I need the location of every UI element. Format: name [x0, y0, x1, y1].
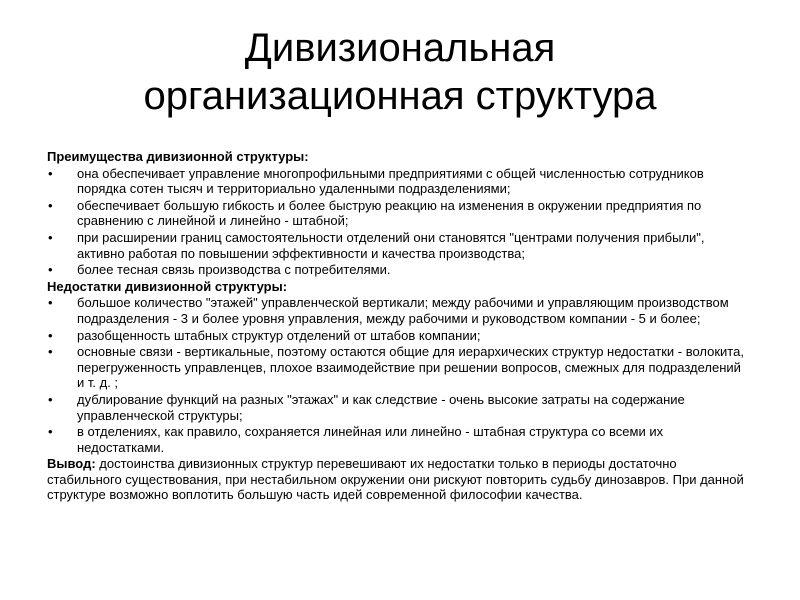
advantages-list: [47, 166, 747, 278]
list-item: [47, 198, 747, 229]
slide-title: [0, 24, 800, 120]
advantages-heading: Преимущества дивизионной структуры:: [47, 149, 309, 164]
list-item-text: большое количество "этажей" управленческой вертикали; между рабочими и управляющим производством подразделения - 3 и более уровня управления, между рабочими и руководством компании - 5 и более;: [77, 295, 729, 326]
bullet-icon: •: [48, 229, 53, 245]
bullet-icon: •: [48, 327, 53, 343]
bullet-icon: •: [48, 391, 53, 407]
list-item: [47, 424, 747, 455]
bullet-icon: •: [48, 295, 53, 311]
list-item-text: разобщенность штабных структур отделений от штабов компании;: [77, 327, 481, 343]
list-item-text: она обеспечивает управление многопрофильными предприятиями с общей численностью сотрудников порядка сотен тысяч и территориально удаленными подразделениями;: [77, 165, 704, 197]
slide-body: [47, 149, 747, 503]
list-item-text: при расширении границ самостоятельности отделений они становятся "центрами получения прибыли", активно работая по повышении эффективности и качества производства;: [77, 229, 705, 261]
bullet-icon: •: [48, 344, 53, 360]
conclusion-paragraph: [47, 456, 747, 503]
bullet-icon: •: [48, 165, 53, 181]
list-item: [47, 328, 747, 344]
conclusion-text: достоинства дивизионных структур перевешивают их недостатки только в периоды достаточно стабильного существования, при нестабильном окружении они рискуют повторить судьбу динозавров. При данной структуре возможно воплотить большую часть идей современной философии качества.: [47, 456, 744, 503]
bullet-icon: •: [48, 197, 53, 213]
list-item-text: в отделениях, как правило, сохраняется линейная или линейно - штабная структура со всеми их недостатками.: [77, 424, 664, 455]
list-item: [47, 392, 747, 423]
list-item: [47, 262, 747, 278]
slide-title-line-2: организационная структура: [143, 74, 657, 118]
disadvantages-heading: Недостатки дивизионной структуры:: [47, 278, 288, 294]
list-item: [47, 344, 747, 391]
list-item-text: более тесная связь производства с потребителями.: [77, 262, 391, 278]
slide-title-line-1: Дивизиональная: [244, 26, 556, 70]
list-item: [47, 166, 747, 197]
list-item: [47, 230, 747, 261]
list-item-text: обеспечивает большую гибкость и более быструю реакцию на изменения в окружении предприятия по сравнению с линейной и линейно - штабной;: [77, 197, 702, 229]
list-item-text: основные связи - вертикальные, поэтому остаются общие для иерархических структур недостатки - волокита, перегруженность управленцев, плохое взаимодействие при решении вопросов, смежных для подразделений и т. д. ;: [77, 344, 744, 391]
conclusion-label: Вывод:: [47, 456, 96, 472]
bullet-icon: •: [48, 424, 53, 440]
list-item-text: дублирование функций на разных "этажах" и как следствие - очень высокие затраты на содержание управленческой структуры;: [77, 391, 685, 423]
list-item: [47, 295, 747, 326]
bullet-icon: •: [48, 262, 53, 278]
disadvantages-list: [47, 295, 747, 455]
